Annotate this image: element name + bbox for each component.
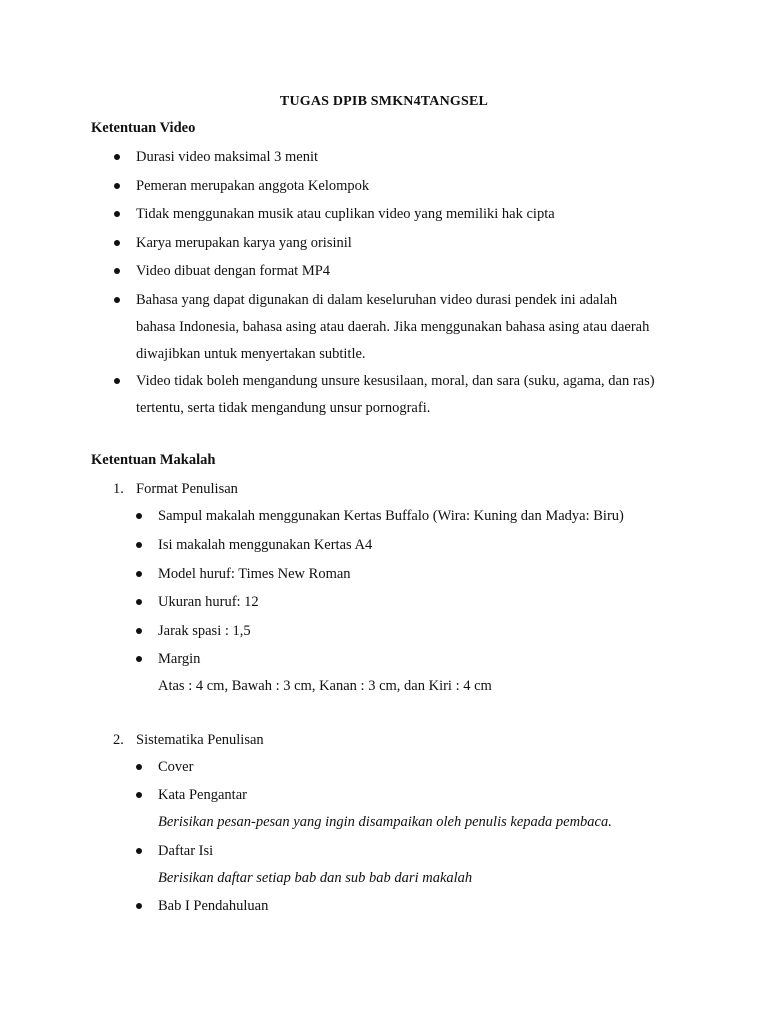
bullet-icon: [136, 656, 142, 662]
format-line-spacing: Jarak spasi : 1,5: [158, 623, 251, 639]
sistematika-bab-1: Bab I Pendahuluan: [158, 898, 269, 914]
bullet-icon: [136, 903, 142, 909]
video-rule-duration: Durasi video maksimal 3 menit: [136, 149, 319, 165]
video-rule-original: Karya merupakan karya yang orisinil: [136, 235, 352, 251]
section-number: 1.: [113, 481, 124, 497]
format-font-model: Model huruf: Times New Roman: [158, 566, 351, 582]
video-rule-language-line3: diwajibkan untuk menyertakan subtitle.: [136, 346, 366, 362]
bullet-icon: [114, 211, 120, 217]
sistematika-kata-pengantar: Kata Pengantar: [158, 787, 247, 803]
format-penulisan-title: Format Penulisan: [136, 481, 238, 497]
bullet-icon: [114, 154, 120, 160]
bullet-icon: [114, 268, 120, 274]
bullet-icon: [136, 764, 142, 770]
makalah-section-heading: Ketentuan Makalah: [91, 452, 216, 468]
bullet-icon: [114, 378, 120, 384]
bullet-icon: [114, 240, 120, 246]
video-rule-cast: Pemeran merupakan anggota Kelompok: [136, 178, 370, 194]
bullet-icon: [114, 183, 120, 189]
format-margin-values: Atas : 4 cm, Bawah : 3 cm, Kanan : 3 cm, dan Kiri : 4 cm: [158, 678, 492, 694]
format-content-paper: Isi makalah menggunakan Kertas A4: [158, 537, 373, 553]
video-rule-format: Video dibuat dengan format MP4: [136, 263, 331, 279]
bullet-icon: [136, 792, 142, 798]
video-section-heading: Ketentuan Video: [91, 120, 196, 136]
format-cover-paper: Sampul makalah menggunakan Kertas Buffalo (Wira: Kuning dan Madya: Biru): [158, 508, 624, 524]
bullet-icon: [136, 848, 142, 854]
video-rule-language-line1: Bahasa yang dapat digunakan di dalam keseluruhan video durasi pendek ini adalah: [136, 292, 618, 308]
bullet-icon: [114, 297, 120, 303]
daftar-isi-description: Berisikan daftar setiap bab dan sub bab dari makalah: [158, 870, 473, 886]
video-rule-copyright: Tidak menggunakan musik atau cuplikan video yang memiliki hak cipta: [136, 206, 555, 222]
format-font-size: Ukuran huruf: 12: [158, 594, 259, 610]
section-number: 2.: [113, 732, 124, 748]
format-margin-label: Margin: [158, 651, 201, 667]
kata-pengantar-description: Berisikan pesan-pesan yang ingin disampaikan oleh penulis kepada pembaca.: [158, 814, 612, 830]
video-rule-content-line1: Video tidak boleh mengandung unsure kesusilaan, moral, dan sara (suku, agama, dan ras): [136, 373, 655, 389]
bullet-icon: [136, 599, 142, 605]
sistematika-daftar-isi: Daftar Isi: [158, 843, 214, 859]
bullet-icon: [136, 628, 142, 634]
video-rule-language-line2: bahasa Indonesia, bahasa asing atau daerah. Jika menggunakan bahasa asing atau daerah: [136, 319, 650, 335]
video-rule-content-line2: tertentu, serta tidak mengandung unsur pornografi.: [136, 400, 431, 416]
sistematika-cover: Cover: [158, 759, 194, 775]
document-title: TUGAS DPIB SMKN4TANGSEL: [279, 94, 489, 109]
bullet-icon: [136, 571, 142, 577]
bullet-icon: [136, 513, 142, 519]
sistematika-penulisan-title: Sistematika Penulisan: [136, 732, 264, 748]
bullet-icon: [136, 542, 142, 548]
